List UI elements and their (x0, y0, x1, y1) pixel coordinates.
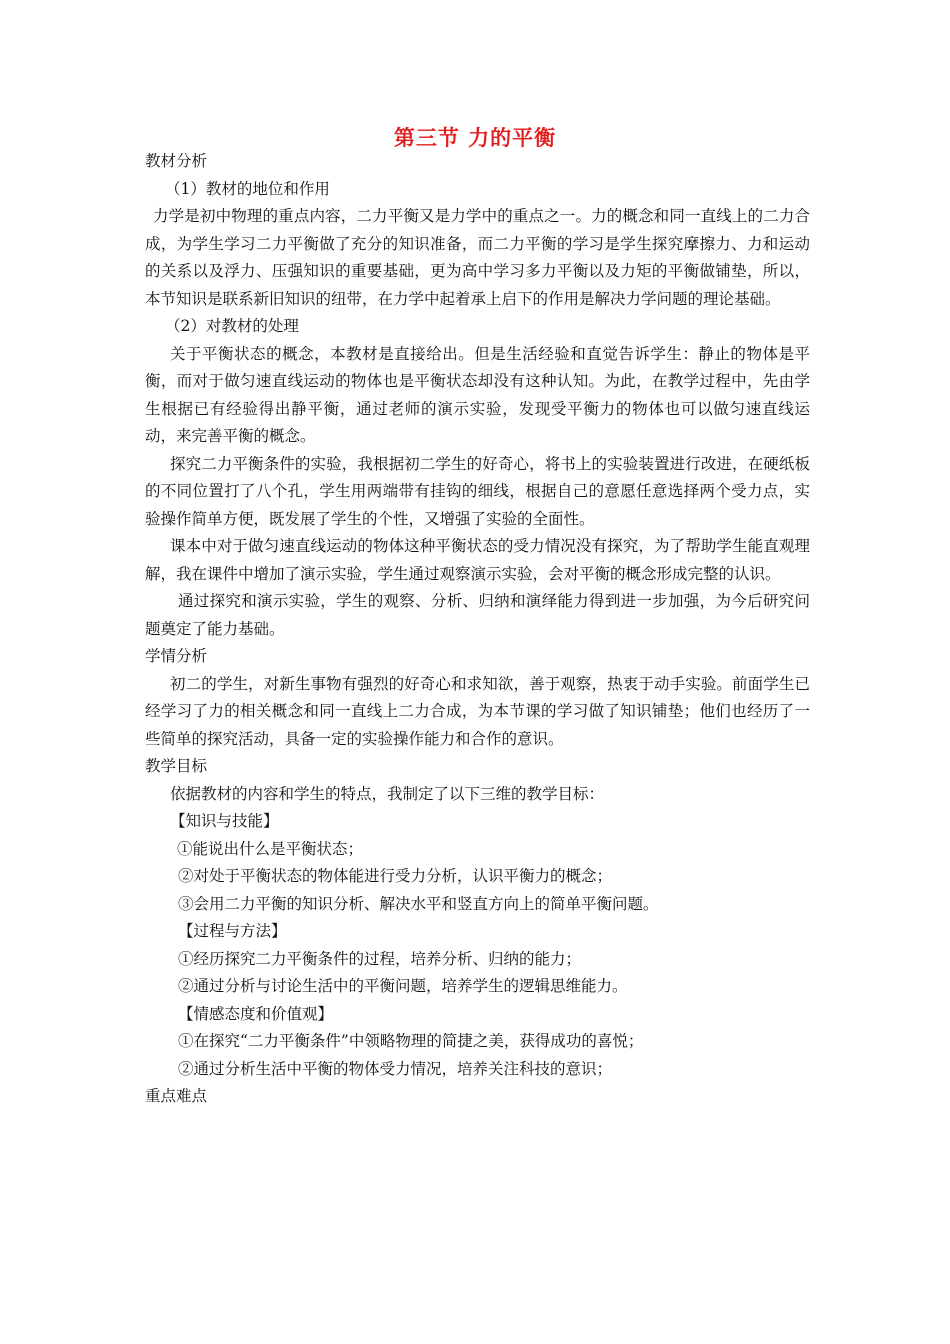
section-heading-textbook-analysis: 教材分析 (145, 152, 208, 170)
goal-item: ②对处于平衡状态的物体能进行受力分析，认识平衡力的概念； (178, 867, 613, 885)
paragraph: 通过探究和演示实验，学生的观察、分析、归纳和演绎能力得到进一步加强，为今后研究问题奠定了能力基础。 (145, 592, 810, 638)
section-heading-student-analysis: 学情分析 (145, 647, 208, 665)
goal-group-heading: 【过程与方法】 (178, 922, 287, 940)
paragraph: 关于平衡状态的概念，本教材是直接给出。但是生活经验和直觉告诉学生：静止的物体是平衡，而对于做匀速直线运动的物体也是平衡状态却没有这种认知。为此，在教学过程中，先由学生根据已有经验得出静平衡，通过老师的演示实验，发现受平衡力的物体也可以做匀速直线运动，来完善平衡的概念。 (145, 344, 810, 445)
paragraph: 课本中对于做匀速直线运动的物体这种平衡状态的受力情况没有探究，为了帮助学生能直观理解，我在课件中增加了演示实验，学生通过观察演示实验，会对平衡的概念形成完整的认识。 (145, 537, 810, 583)
goal-group-heading: 【情感态度和价值观】 (178, 1004, 334, 1023)
goal-item: ①在探究“二力平衡条件”中领略物理的简捷之美，获得成功的喜悦； (178, 1032, 644, 1050)
goal-item: ②通过分析与讨论生活中的平衡问题，培养学生的逻辑思维能力。 (178, 977, 628, 995)
goal-item: ①经历探究二力平衡条件的过程，培养分析、归纳的能力； (178, 949, 582, 968)
subsection-heading: （1）教材的地位和作用 (165, 179, 330, 198)
goal-item: ③会用二力平衡的知识分析、解决水平和竖直方向上的简单平衡问题。 (178, 894, 659, 913)
goal-item: ①能说出什么是平衡状态； (177, 839, 364, 858)
goal-group-heading: 【知识与技能】 (170, 812, 279, 830)
paragraph: 依据教材的内容和学生的特点，我制定了以下三维的教学目标： (170, 784, 605, 803)
page-title: 第三节 力的平衡 (393, 126, 557, 150)
paragraph: 力学是初中物理的重点内容，二力平衡又是力学中的重点之一。力的概念和同一直线上的二力合成，为学生学习二力平衡做了充分的知识准备，而二力平衡的学习是学生探究摩擦力、力和运动的关系以及浮力、压强知识的重要基础，更为高中学习多力平衡以及力矩的平衡做铺垫，所以，本节知识是联系新旧知识的纽带，在力学中起着承上启下的作用是解决力学问题的理论基础。 (145, 207, 810, 308)
section-heading-teaching-goals: 教学目标 (145, 757, 208, 775)
section-heading-key-points: 重点难点 (145, 1087, 208, 1105)
subsection-heading: （2）对教材的处理 (165, 317, 299, 335)
goal-item: ②通过分析生活中平衡的物体受力情况，培养关注科技的意识； (178, 1059, 613, 1078)
document-body (145, 148, 810, 1111)
paragraph: 探究二力平衡条件的实验，我根据初二学生的好奇心，将书上的实验装置进行改进，在硬纸板的不同位置打了八个孔，学生用两端带有挂钩的细线，根据自己的意愿任意选择两个受力点，实验操作简单方便，既发展了学生的个性，又增强了实验的全面性。 (145, 454, 810, 528)
paragraph: 初二的学生，对新生事物有强烈的好奇心和求知欲，善于观察，热衷于动手实验。前面学生已经学习了力的相关概念和同一直线上二力合成，为本节课的学习做了知识铺垫；他们也经历了一些简单的探究活动，具备一定的实验操作能力和合作的意识。 (145, 674, 810, 748)
